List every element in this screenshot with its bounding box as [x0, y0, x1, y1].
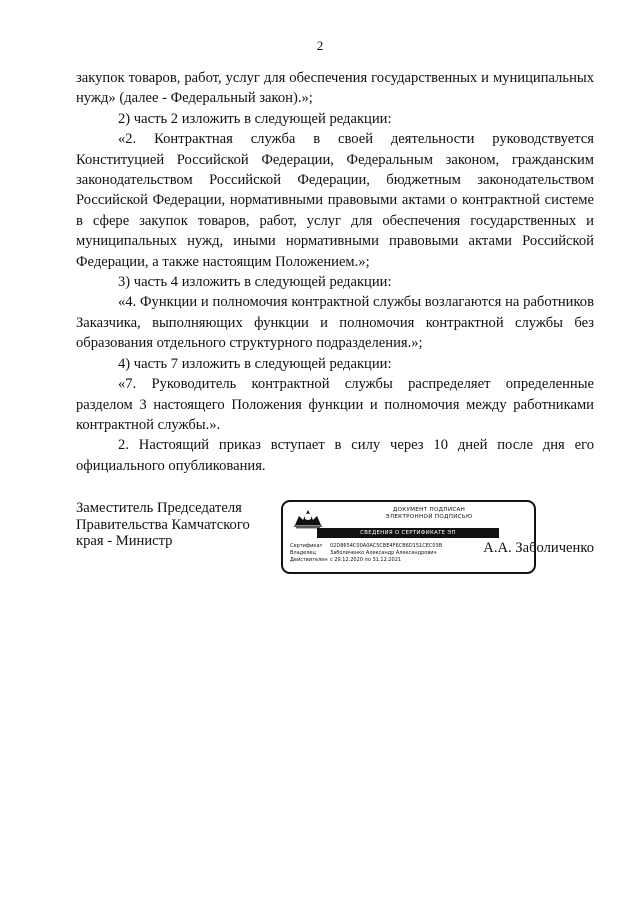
- paragraph: закупок товаров, работ, услуг для обеспечения государственных и муниципальных нужд» (далее - Федеральный закон).»;: [76, 70, 594, 107]
- stamp-row-value: 02D8654C00A0AC5CBE4F6CB6D151CEC03B: [330, 543, 443, 549]
- stamp-row-value: с 29.12.2020 по 31.12.2021: [330, 557, 402, 563]
- signer-title-line: Правительства Камчатского: [76, 516, 250, 533]
- coat-of-arms-icon: [291, 507, 325, 529]
- paragraph: 2) часть 2 изложить в следующей редакции:: [118, 110, 392, 127]
- paragraph: 2. Настоящий приказ вступает в силу через 10 дней после дня его официального опубликования.: [76, 437, 594, 474]
- stamp-row-label: Сертификат: [290, 543, 323, 549]
- electronic-signature-stamp: [281, 500, 536, 574]
- signer-title-line: края - Министр: [76, 533, 173, 549]
- paragraph: «7. Руководитель контрактной службы распределяет определенные разделом 3 настоящего Положения функции и полномочия между работниками контрактной службы.».: [76, 376, 594, 433]
- paragraph: 3) часть 4 изложить в следующей редакции:: [118, 274, 392, 291]
- stamp-header-line: ЭЛЕКТРОННОЙ ПОДПИСЬЮ: [385, 514, 473, 520]
- stamp-header-line: ДОКУМЕНТ ПОДПИСАН: [392, 507, 466, 513]
- stamp-row: [290, 557, 530, 564]
- stamp-row-label: Владелец: [290, 550, 316, 556]
- paragraph: «2. Контрактная служба в своей деятельности руководствуется Конституцией Российской Федерации, Федеральным законом, гражданским законодательством Российской Федерации, бюджетным законодательством Российской Федерации, нормативными правовыми актами о контрактной системе в сфере закупок товаров, работ, услуг для обеспечения государственных и муниципальных нужд, иными нормативными правовыми актами Российской Федерации, а также настоящим Положением.»;: [76, 131, 594, 270]
- paragraph: «4. Функции и полномочия контрактной службы возлагаются на работников Заказчика, выполняющих функции и полномочия контрактной службы без образования отдельного структурного подразделения.»;: [76, 294, 594, 352]
- stamp-header: [329, 507, 529, 521]
- stamp-row-value: Заболиченко Александр Александрович: [330, 550, 437, 556]
- document-body: [76, 68, 594, 476]
- paragraph: 4) часть 7 изложить в следующей редакции:: [118, 355, 392, 372]
- stamp-certificate-bar: СВЕДЕНИЯ О СЕРТИФИКАТЕ ЭП: [317, 528, 499, 538]
- signature-block: [76, 500, 594, 570]
- signer-title-line: Заместитель Председателя: [76, 500, 242, 516]
- stamp-row-label: Действителен: [290, 557, 328, 563]
- signer-name: А.А. Заболиченко: [483, 540, 594, 556]
- signer-title: [76, 500, 258, 550]
- page-number: 2: [316, 38, 324, 53]
